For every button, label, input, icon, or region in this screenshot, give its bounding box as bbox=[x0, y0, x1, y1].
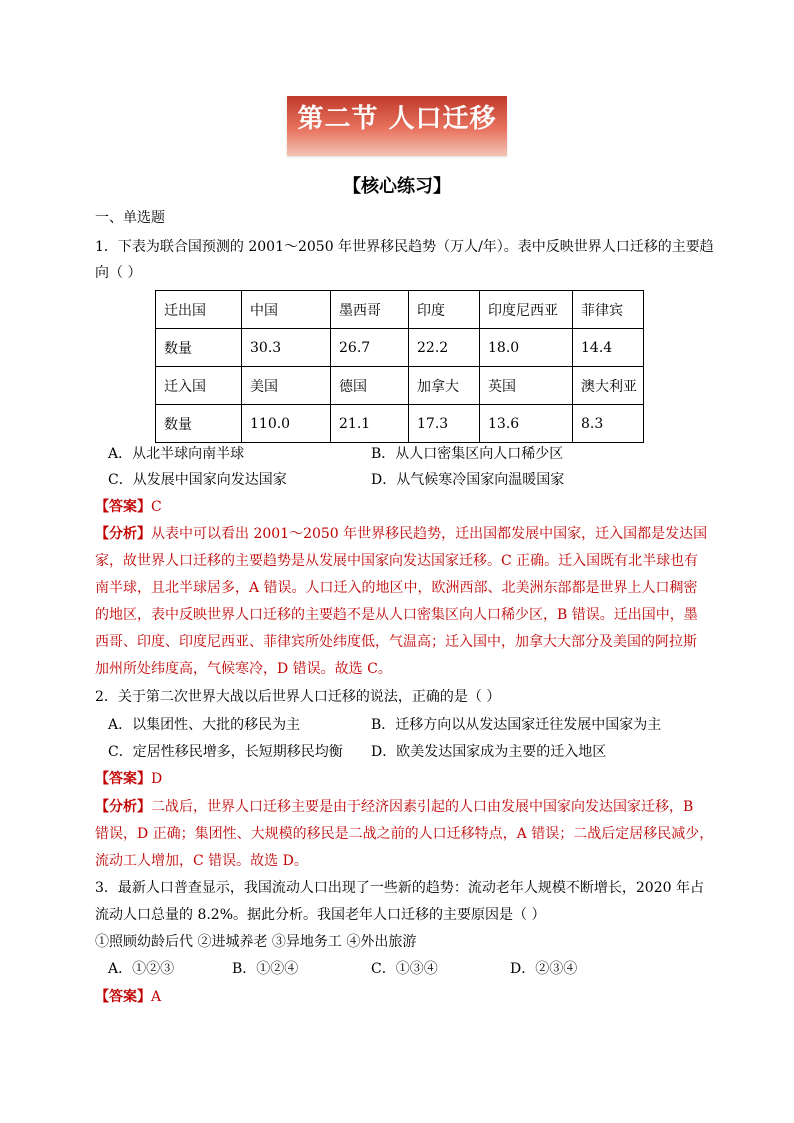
table-row bbox=[156, 291, 644, 329]
q1-option-d: D．从气候寒冷国家向温暖国家 bbox=[371, 472, 565, 488]
q1-stem-line1: 1．下表为联合国预测的 2001～2050 年世界移民趋势（万人/年）。表中反映世界人口迁移的主要趋 bbox=[95, 239, 714, 255]
q1-analysis-line bbox=[95, 524, 707, 544]
table-cell: 印度 bbox=[409, 291, 480, 329]
table-cell: 数量 bbox=[156, 329, 242, 367]
q2-option-b: B．迁移方向以从发达国家迁往发展中国家为主 bbox=[371, 717, 662, 733]
table-cell: 13.6 bbox=[480, 405, 573, 443]
table-row bbox=[156, 405, 644, 443]
q1-option-b: B．从人口密集区向人口稀少区 bbox=[371, 446, 564, 462]
answer-label: 【答案】 bbox=[95, 499, 151, 515]
analysis-text: 从表中可以看出 2001～2050 年世界移民趋势，迁出国都发展中国家，迁入国都是发达国 bbox=[151, 526, 708, 542]
q1-option-a: A．从北半球向南半球 bbox=[108, 446, 245, 462]
title-banner bbox=[287, 96, 507, 156]
table-row bbox=[156, 367, 644, 405]
q2-option-d: D．欧美发达国家成为主要的迁入地区 bbox=[371, 744, 607, 760]
table-cell: 21.1 bbox=[331, 405, 409, 443]
q2-option-a: A．以集团性、大批的移民为主 bbox=[108, 717, 301, 733]
q1-option-c: C．从发展中国家向发达国家 bbox=[108, 472, 287, 488]
section-heading: 一、单选题 bbox=[95, 210, 165, 226]
table-cell: 迁出国 bbox=[156, 291, 242, 329]
q2-stem: 2．关于第二次世界大战以后世界人口迁移的说法，正确的是（ ） bbox=[95, 689, 501, 705]
migration-table bbox=[155, 290, 644, 443]
q3-option-b: B．①②④ bbox=[232, 961, 299, 977]
table-cell: 迁入国 bbox=[156, 367, 242, 405]
table-cell: 英国 bbox=[480, 367, 573, 405]
table-cell: 17.3 bbox=[409, 405, 480, 443]
q2-analysis-line: 流动工人增加，C 错误。故选 D。 bbox=[95, 853, 308, 869]
analysis-text: 二战后，世界人口迁移主要是由于经济因素引起的人口由发展中国家向发达国家迁移，B bbox=[151, 799, 694, 815]
q3-answer bbox=[95, 987, 161, 1007]
table-cell: 8.3 bbox=[573, 405, 644, 443]
q1-analysis-line: 的地区，表中反映世界人口迁移的主要趋不是从人口密集区向人口稀少区，B 错误。迁出国中，墨 bbox=[95, 607, 698, 623]
table-cell: 中国 bbox=[242, 291, 331, 329]
q1-analysis-line: 加州所处纬度高，气候寒冷，D 错误。故选 C。 bbox=[95, 661, 392, 677]
q1-analysis-line: 家，故世界人口迁移的主要趋势是从发展中国家向发达国家迁移。C 正确。迁入国既有北半球也有 bbox=[95, 553, 699, 569]
q3-stem-line1: 3．最新人口普查显示，我国流动人口出现了一些新的趋势：流动老年人规模不断增长，2020 年占 bbox=[95, 880, 704, 896]
q3-option-c: C．①③④ bbox=[371, 961, 438, 977]
table-cell: 110.0 bbox=[242, 405, 331, 443]
table-cell: 美国 bbox=[242, 367, 331, 405]
answer-value: A bbox=[151, 989, 162, 1005]
q3-choices: ①照顾幼龄后代 ②进城养老 ③异地务工 ④外出旅游 bbox=[95, 934, 417, 950]
table-cell: 数量 bbox=[156, 405, 242, 443]
answer-label: 【答案】 bbox=[95, 989, 151, 1005]
table-cell: 18.0 bbox=[480, 329, 573, 367]
analysis-label: 【分析】 bbox=[95, 799, 151, 815]
q1-answer bbox=[95, 497, 162, 517]
q2-answer bbox=[95, 769, 162, 789]
section-subtitle: 【核心练习】 bbox=[343, 176, 451, 197]
table-cell: 墨西哥 bbox=[331, 291, 409, 329]
answer-value: D bbox=[151, 771, 163, 787]
q1-analysis-line: 南半球，且北半球居多，A 错误。人口迁入的地区中，欧洲西部、北美洲东部都是世界上人口稠密 bbox=[95, 580, 698, 596]
table-cell: 14.4 bbox=[573, 329, 644, 367]
q2-analysis-line: 错误，D 正确；集团性、大规模的移民是二战之前的人口迁移特点，A 错误；二战后定居移民减少， bbox=[95, 826, 714, 842]
table-cell: 印度尼西亚 bbox=[480, 291, 573, 329]
q3-stem-line2: 流动人口总量的 8.2%。据此分析。我国老年人口迁移的主要原因是（ ） bbox=[95, 907, 546, 923]
q1-analysis-line: 西哥、印度、印度尼西亚、菲律宾所处纬度低，气温高；迁入国中，加拿大大部分及美国的阿拉斯 bbox=[95, 634, 697, 650]
table-cell: 德国 bbox=[331, 367, 409, 405]
page-title: 第二节 人口迁移 bbox=[297, 104, 497, 134]
table-cell: 澳大利亚 bbox=[573, 367, 644, 405]
table-cell: 30.3 bbox=[242, 329, 331, 367]
table-cell: 26.7 bbox=[331, 329, 409, 367]
table-row bbox=[156, 329, 644, 367]
analysis-label: 【分析】 bbox=[95, 526, 151, 542]
q3-option-a: A．①②③ bbox=[108, 961, 175, 977]
answer-label: 【答案】 bbox=[95, 771, 151, 787]
table-cell: 22.2 bbox=[409, 329, 480, 367]
q2-analysis-line bbox=[95, 797, 693, 817]
q2-option-c: C．定居性移民增多，长短期移民均衡 bbox=[108, 744, 343, 760]
table-cell: 菲律宾 bbox=[573, 291, 644, 329]
table-cell: 加拿大 bbox=[409, 367, 480, 405]
answer-value: C bbox=[151, 499, 162, 515]
q1-stem-line2: 向（ ） bbox=[95, 265, 142, 281]
q3-option-d: D．②③④ bbox=[510, 961, 578, 977]
